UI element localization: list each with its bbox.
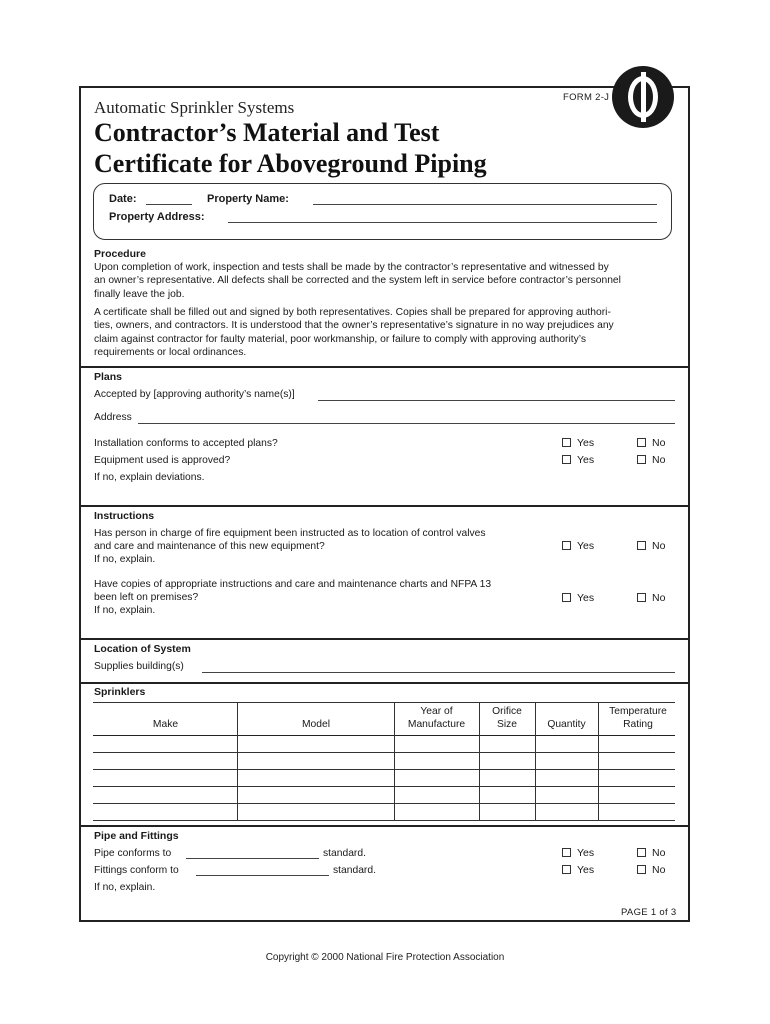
checkbox-icon[interactable] xyxy=(637,848,646,857)
table-row[interactable] xyxy=(93,786,675,787)
procedure-heading: Procedure xyxy=(94,248,146,260)
date-label: Date: xyxy=(109,193,137,205)
pipe-fittings-heading: Pipe and Fittings xyxy=(94,830,179,842)
copies-left-no[interactable]: No xyxy=(637,592,665,604)
form-title-line2: Certificate for Aboveground Piping xyxy=(94,149,487,178)
table-row[interactable] xyxy=(93,752,675,753)
col-quantity: Quantity xyxy=(547,719,586,730)
copyright-notice: Copyright © 2000 National Fire Protection Association xyxy=(265,952,505,963)
fittings-conform-no[interactable]: No xyxy=(637,864,665,876)
installation-conforms-question: Installation conforms to accepted plans? xyxy=(94,438,278,449)
instructed-no[interactable]: No xyxy=(637,540,665,552)
installation-conforms-no[interactable]: No xyxy=(637,437,665,449)
form-title-line1: Contractor’s Material and Test xyxy=(94,118,440,147)
divider xyxy=(79,638,690,640)
form-subtitle: Automatic Sprinkler Systems xyxy=(94,98,295,117)
instructed-yes[interactable]: Yes xyxy=(562,540,594,552)
supplies-buildings-field[interactable] xyxy=(202,672,675,673)
checkbox-icon[interactable] xyxy=(562,865,571,874)
table-top-rule xyxy=(93,702,675,703)
fittings-standard-suffix: standard. xyxy=(333,865,376,876)
explain-deviations-label: If no, explain deviations. xyxy=(94,472,205,483)
pipe-standard-field[interactable] xyxy=(186,858,319,859)
plans-address-field[interactable] xyxy=(138,423,675,424)
checkbox-icon[interactable] xyxy=(637,455,646,464)
instructions-heading: Instructions xyxy=(94,510,155,522)
pipe-explain-label: If no, explain. xyxy=(94,882,156,893)
equipment-approved-question: Equipment used is approved? xyxy=(94,455,231,466)
divider xyxy=(79,825,690,827)
col-model: Model xyxy=(301,719,331,730)
pipe-conforms-yes[interactable]: Yes xyxy=(562,847,594,859)
checkbox-icon[interactable] xyxy=(562,438,571,447)
divider xyxy=(79,366,690,368)
divider xyxy=(79,505,690,507)
checkbox-icon[interactable] xyxy=(562,593,571,602)
pipe-conforms-label: Pipe conforms to xyxy=(94,848,172,859)
nfpa-logo-icon xyxy=(612,66,674,128)
table-col-rule xyxy=(479,702,480,820)
pipe-standard-suffix: standard. xyxy=(323,848,366,859)
equipment-approved-yes[interactable]: Yes xyxy=(562,454,594,466)
table-header-rule xyxy=(93,735,675,736)
installation-conforms-yes[interactable]: Yes xyxy=(562,437,594,449)
property-name-field[interactable] xyxy=(313,204,657,205)
procedure-paragraph-2: A certificate shall be filled out and signed by both representatives. Copies shall be prepared for approving authori- ties, owners, and contractors. It is understood that the owner’s representative’s signature in no way prejudices any claim against contractor for faulty material, poor workmanship, or failure to comply with approving authority’s requirements or local ordinances. xyxy=(94,307,614,358)
instructed-question: Has person in charge of fire equipment been instructed as to location of control valves and care and maintenance of this new equipment? If no, explain. xyxy=(94,528,486,565)
copies-left-yes[interactable]: Yes xyxy=(562,592,594,604)
accepted-by-label: Accepted by [approving authority’s name(s)] xyxy=(94,389,295,400)
page-number: PAGE 1 of 3 xyxy=(621,907,677,918)
supplies-buildings-label: Supplies building(s) xyxy=(94,661,184,672)
procedure-paragraph-1: Upon completion of work, inspection and tests shall be made by the contractor’s representative and witnessed by an owner’s representative. All defects shall be corrected and the system left in service before contractor’s personnel finally leave the job. xyxy=(94,262,621,300)
table-row[interactable] xyxy=(93,820,675,821)
location-heading: Location of System xyxy=(94,643,191,655)
checkbox-icon[interactable] xyxy=(562,848,571,857)
checkbox-icon[interactable] xyxy=(637,865,646,874)
table-col-rule xyxy=(535,702,536,820)
copies-left-question: Have copies of appropriate instructions and care and maintenance charts and NFPA 13 been left on premises? If no, explain. xyxy=(94,579,492,616)
checkbox-icon[interactable] xyxy=(637,593,646,602)
table-col-rule xyxy=(237,702,238,820)
table-row[interactable] xyxy=(93,769,675,770)
form-number: FORM 2-J xyxy=(563,92,610,103)
fittings-standard-field[interactable] xyxy=(196,875,329,876)
plans-address-label: Address xyxy=(94,412,132,423)
col-orifice: Orifice Size xyxy=(492,706,522,730)
checkbox-icon[interactable] xyxy=(637,541,646,550)
col-make: Make xyxy=(152,719,179,730)
checkbox-icon[interactable] xyxy=(637,438,646,447)
col-year: Year of Manufacture xyxy=(407,706,466,730)
checkbox-icon[interactable] xyxy=(562,541,571,550)
fittings-conform-yes[interactable]: Yes xyxy=(562,864,594,876)
property-address-label: Property Address: xyxy=(109,211,205,223)
table-col-rule xyxy=(598,702,599,820)
accepted-by-field[interactable] xyxy=(318,400,675,401)
property-address-field[interactable] xyxy=(228,222,657,223)
fittings-conform-label: Fittings conform to xyxy=(94,865,179,876)
date-field[interactable] xyxy=(146,204,192,205)
property-name-label: Property Name: xyxy=(207,193,289,205)
pipe-conforms-no[interactable]: No xyxy=(637,847,665,859)
col-temperature: Temperature Rating xyxy=(609,706,667,730)
table-row[interactable] xyxy=(93,803,675,804)
plans-heading: Plans xyxy=(94,371,123,383)
sprinklers-heading: Sprinklers xyxy=(94,686,146,698)
equipment-approved-no[interactable]: No xyxy=(637,454,665,466)
divider xyxy=(79,682,690,684)
checkbox-icon[interactable] xyxy=(562,455,571,464)
table-col-rule xyxy=(394,702,395,820)
